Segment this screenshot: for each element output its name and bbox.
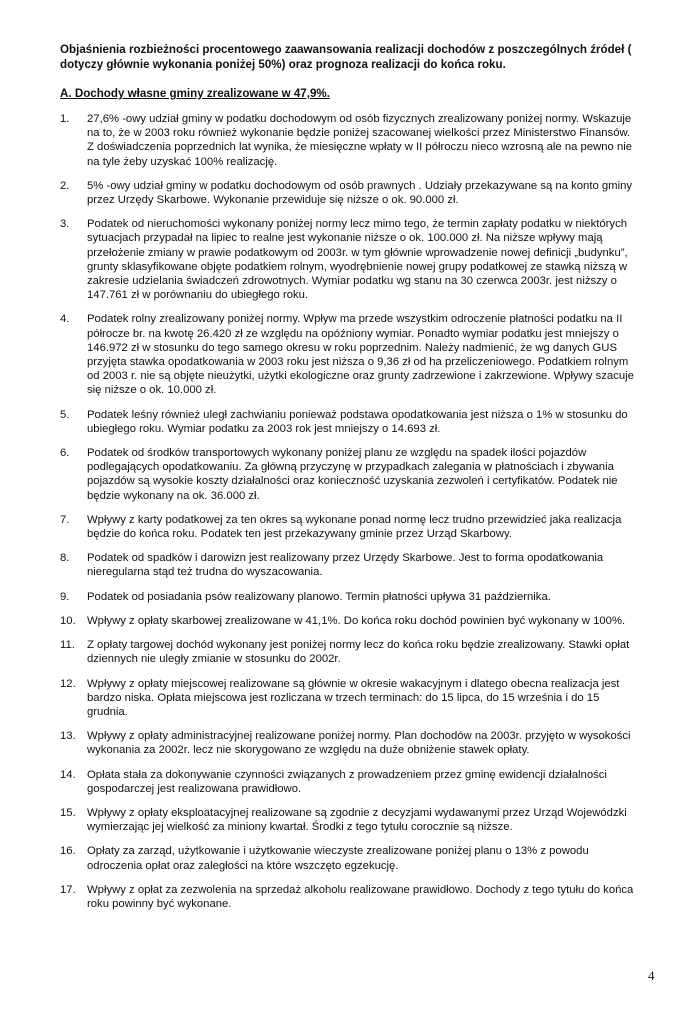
- list-item-number: 16.: [60, 845, 76, 858]
- list-item-number: 8.: [60, 552, 70, 565]
- list-item: [60, 638, 640, 666]
- list-item-text: Wpływy z opłat za zezwolenia na sprzedaż alkoholu realizowane prawidłowo. Dochody z tego tytułu do końca roku powinny być wykonane.: [87, 883, 634, 910]
- list-item-number: 14.: [60, 768, 76, 781]
- list-item-number: 1.: [60, 113, 70, 125]
- list-item-text: Wpływy z karty podatkowej za ten okres są wykonane ponad normę lecz trudno przewidzieć jaka realizacja będzie do końca roku. Podatek ten jest przekazywany gminie przez Urząd Skarbowy.: [87, 513, 622, 541]
- numbered-list: [60, 112, 640, 911]
- list-item-number: 13.: [60, 730, 76, 743]
- list-item-text: Podatek od posiadania psów realizowany planowo. Termin płatności upływa 31 października.: [87, 590, 551, 603]
- list-item: [60, 446, 640, 503]
- list-item: [60, 217, 640, 302]
- list-item: [60, 408, 640, 436]
- list-item-text: Opłata stała za dokonywanie czynności związanych z prowadzeniem przez gminę ewidencji działalności gospodarczej jest realizowana prawidłowo.: [87, 768, 607, 795]
- list-item-text: 5% -owy udział gminy w podatku dochodowym od osób prawnych . Udziały przekazywane są na konto gminy przez Urzędy Skarbowe. Wykonanie przewiduje się niższe o ok. 90.000 zł.: [87, 179, 633, 207]
- list-item-number: 11.: [60, 639, 75, 652]
- list-item-text: Z opłaty targowej dochód wykonany jest poniżej normy lecz do końca roku będzie zrealizowany. Stawki opłat dziennych nie uległy zmianie w stosunku do 2002r.: [87, 639, 630, 666]
- list-item-number: 15.: [60, 806, 76, 819]
- list-item-text: Podatek od środków transportowych wykonany poniżej planu ze względu na spadek ilości pojazdów podlegających opodatkowaniu. Za główną przyczynę w przypadkach zalegania w płatnościach i zbywania pojazdów są wysokie koszty działalności oraz konieczność uzyskania zezwoleń i certyfikatów. Podatek nie będzie wykonany na ok. 36.000 zł.: [87, 447, 618, 502]
- list-item: [60, 312, 640, 397]
- list-item: [60, 677, 640, 720]
- document-title: Objaśnienia rozbieżności procentowego zaawansowania realizacji dochodów z poszczególnych źródeł ( dotyczy głównie wykonania poniżej 50%) oraz prognoza realizacji do końca roku.: [60, 43, 632, 71]
- list-item-text: Wpływy z opłaty miejscowej realizowane są głównie w okresie wakacyjnym i dlatego obecna realizacja jest bardzo niska. Opłata miejscowa jest rozliczana w trzech terminach: do 15 lipca, do 15 września i do 15 grudnia.: [87, 677, 620, 718]
- list-item: [60, 551, 640, 579]
- list-item-text: Podatek od nieruchomości wykonany poniżej normy lecz mimo tego, że termin zapłaty podatku w niektórych sytuacjach przypadał na lipiec to realne jest wykonanie niższe o ok. 100.000 zł. Na niższe wpływy mają przełożenie zmiany w prawie podatkowym od 2003r. w tym głównie wprowadzenie nowej definicji „budynku”, grunty sklasyfikowane objęte podatkiem rolnym, wyodrębnienie nowej grupy podatkowej ze stawką niższą w zakresie udzielania świadczeń zdrowotnych. Wymiar podatku wg stanu na 30 czerwca 2003r. jest niższy o 147.761 zł w porównaniu do ubiegłego roku.: [87, 218, 628, 302]
- list-item: [60, 806, 640, 834]
- list-item-text: Podatek rolny zrealizowany poniżej normy. Wpływ ma przede wszystkim odroczenie płatności podatku na II półrocze br. na kwotę 26.420 zł ze względu na opóźniony wymiar. Ponadto wymiar podatku jest mniejszy o 146.972 zł w stosunku do tego samego okresu w roku poprzednim. Należy nadmienić, że wg danych GUS przyjęta stawka opodatkowania w 2003 roku jest niższa o 9,36 zł od ha przeliczeniowego. Podatkiem rolnym od 2003 r. nie są objęte nieużytki, użytki ekologiczne oraz grunty zadrzewione i zakrzewione. Wpływy szacuje się niższe o ok. 10.000 zł.: [87, 313, 634, 397]
- list-item-text: Wpływy z opłaty skarbowej zrealizowane w 41,1%. Do końca roku dochód powinien być wykonany w 100%.: [87, 614, 626, 627]
- list-item-text: Podatek leśny również uległ zachwianiu ponieważ podstawa opodatkowania jest niższa o 1% w stosunku do ubiegłego roku. Wymiar podatku za 2003 rok jest mniejszy o 14.693 zł.: [87, 408, 628, 435]
- list-item-text: Wpływy z opłaty eksploatacyjnej realizowane są zgodnie z decyzjami wydawanymi przez Urząd Wojewódzki wymierzając jej wielkość za miniony kwartał. Środki z tego tytułu corocznie są niższe.: [87, 806, 627, 834]
- list-item-number: 5.: [60, 408, 70, 421]
- list-item: [60, 883, 640, 911]
- list-item-number: 4.: [60, 313, 70, 326]
- list-item-text: Podatek od spadków i darowizn jest realizowany przez Urzędy Skarbowe. Jest to forma opodatkowania nieregularna stąd też trudna do wyszacowania.: [87, 552, 604, 579]
- list-item-text: 27,6% -owy udział gminy w podatku dochodowym od osób fizycznych zrealizowany poniżej normy. Wskazuje na to, że w 2003 roku również wykonanie będzie poniżej szacowanej wielkości przez Ministerstwo Finansów. Z doświadczenia poprzednich lat wynika, że miesięczne wpłaty w II półroczu nieco wzrosną ale na pewno nie na tyle żeby uzyskać 100% realizację.: [87, 113, 633, 168]
- list-item-number: 6.: [60, 447, 70, 460]
- list-item-text: Wpływy z opłaty administracyjnej realizowane poniżej normy. Plan dochodów na 2003r. przyjęto w wysokości wykonania za 2002r. lecz nie skorygowano ze względu na duże obniżenie stawek opłaty.: [87, 730, 631, 757]
- list-item-number: 12.: [60, 677, 76, 690]
- list-item: [60, 844, 640, 872]
- list-item-number: 9.: [60, 590, 70, 603]
- list-item: [60, 614, 640, 628]
- list-item: [60, 513, 640, 541]
- list-item: [60, 768, 640, 796]
- document-page: [60, 42, 640, 921]
- page-number: 4: [648, 968, 655, 983]
- list-item-text: Opłaty za zarząd, użytkowanie i użytkowanie wieczyste zrealizowane poniżej planu o 13% z powodu odroczenia opłat oraz zaległości na które wszczęto egzekucję.: [87, 845, 589, 872]
- list-item-number: 7.: [60, 513, 70, 526]
- list-item: [60, 590, 640, 604]
- list-item: [60, 179, 640, 207]
- list-item: [60, 729, 640, 757]
- section-heading: A. Dochody własne gminy zrealizowane w 47,9%.: [60, 87, 330, 100]
- list-item-number: 10.: [60, 614, 76, 627]
- list-item-number: 2.: [60, 179, 70, 192]
- list-item-number: 3.: [60, 218, 70, 231]
- list-item-number: 17.: [60, 883, 76, 896]
- list-item: [60, 112, 640, 169]
